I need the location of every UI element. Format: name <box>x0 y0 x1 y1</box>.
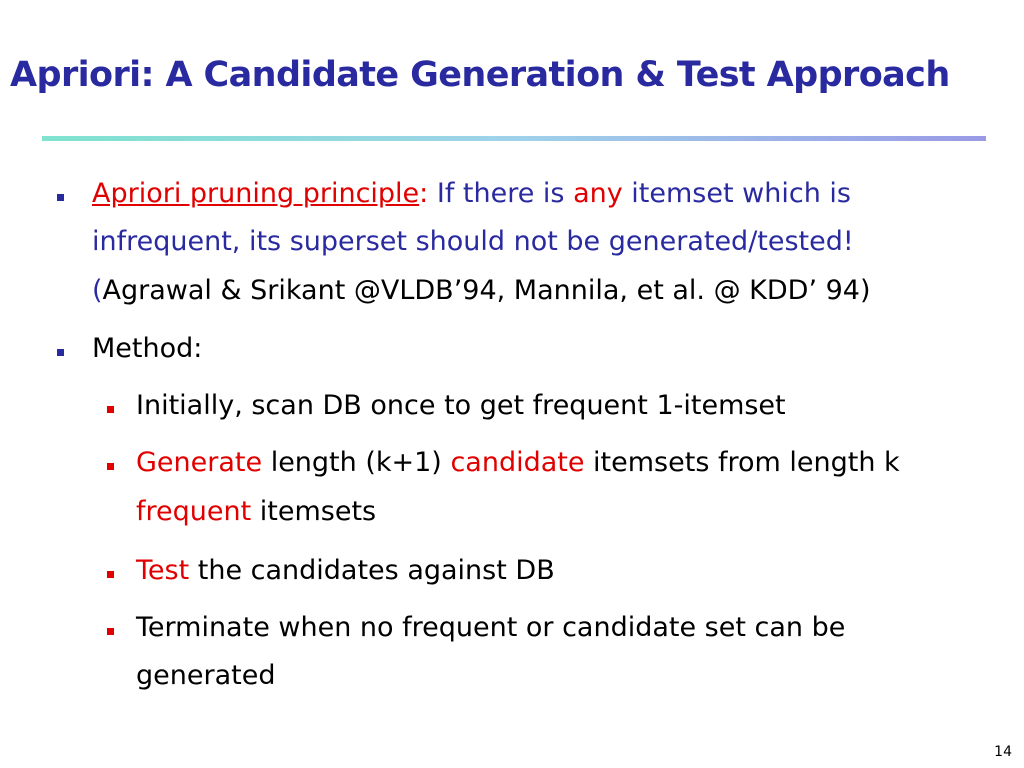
method-item-generate-line-1 <box>136 439 900 487</box>
pruning-line-1 <box>92 170 851 218</box>
test-text: the candidates against DB <box>189 555 555 586</box>
pruning-any: any <box>573 178 623 209</box>
method-label: Method: <box>92 333 203 364</box>
frequent-word: frequent <box>136 496 252 527</box>
pruning-line-3 <box>92 267 871 315</box>
bullet-marker <box>57 349 64 356</box>
generate-text-1: length (k+1) <box>262 447 451 478</box>
test-word: Test <box>136 555 190 586</box>
slide-title: Apriori: A Candidate Generation & Test Approach <box>10 55 950 95</box>
title-divider <box>42 136 986 141</box>
method-item-terminate-line-1: Terminate when no frequent or candidate set can be <box>136 612 846 643</box>
candidate-word: candidate <box>450 447 585 478</box>
citation-text: Agrawal & Srikant @VLDB’94, Mannila, et al. @ KDD’ 94) <box>102 275 871 306</box>
sub-bullet-marker <box>107 628 114 635</box>
pruning-colon: : <box>419 178 429 209</box>
sub-bullet-marker <box>107 406 114 413</box>
generate-text-2: itemsets from length k <box>584 447 900 478</box>
method-item-generate-line-2 <box>136 488 376 536</box>
citation-paren: ( <box>92 275 103 306</box>
method-item-terminate-line-2: generated <box>136 660 276 691</box>
sub-bullet-marker <box>107 463 114 470</box>
generate-text-3: itemsets <box>251 496 377 527</box>
pruning-principle-label: Apriori pruning principle <box>92 178 420 209</box>
pruning-text-a: If there is <box>428 178 574 209</box>
bullet-marker <box>57 194 64 201</box>
pruning-text-b: itemset which is <box>622 178 851 209</box>
generate-word: Generate <box>136 447 263 478</box>
sub-bullet-marker <box>107 571 114 578</box>
pruning-line-2: infrequent, its superset should not be generated/tested! <box>92 226 854 257</box>
method-item-test <box>136 547 555 595</box>
method-item-scan: Initially, scan DB once to get frequent 1-itemset <box>136 390 786 421</box>
page-number: 14 <box>994 744 1012 760</box>
